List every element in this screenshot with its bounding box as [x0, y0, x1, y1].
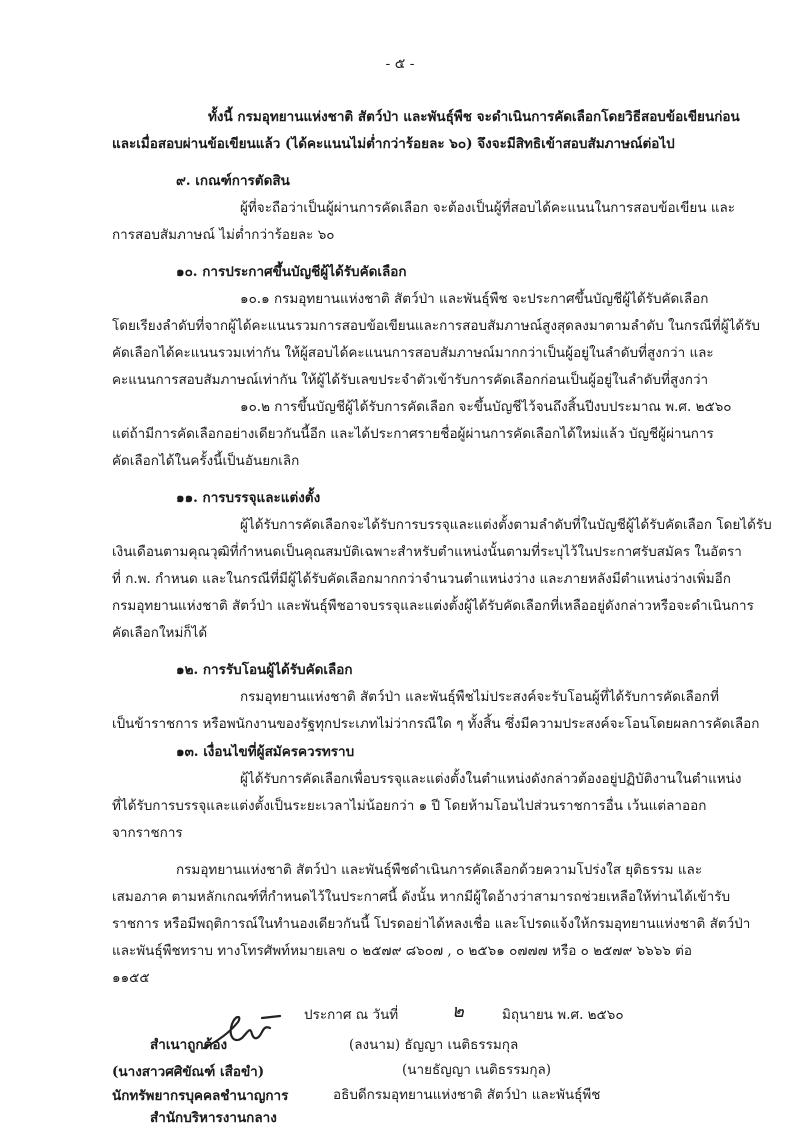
section-10-2-line: ๑๐.๒ การขึ้นบัญชีผู้ได้รับการคัดเลือก จะขึ้นบัญชีไว้จนถึงสิ้นปีงบประมาณ พ.ศ. ๒๕๖๐	[240, 399, 732, 415]
intro-line-1: ทั้งนี้ กรมอุทยานแห่งชาติ สัตว์ป่า และพันธุ์พืช จะดำเนินการคัดเลือกโดยวิธีสอบข้อเขียนก่อน	[208, 109, 740, 125]
section-9-heading: ๙. เกณฑ์การตัดสิน	[176, 173, 290, 189]
closing-line: ราชการ หรือมีพฤติการณ์ในทำนองเดียวกันนี้ โปรดอย่าได้หลงเชื่อ และโปรดแจ้งให้กรมอุทยานแห่งชาติ สัตว์ป่า	[112, 916, 751, 932]
intro-line-2: และเมื่อสอบผ่านข้อเขียนแล้ว (ได้คะแนนไม่ต่ำกว่าร้อยละ ๖๐) จึงจะมีสิทธิเข้าสอบสัมภาษณ์ต่อไป	[112, 136, 675, 152]
section-10-heading: ๑๐. การประกาศขึ้นบัญชีผู้ได้รับคัดเลือก	[176, 264, 407, 280]
section-12-line: กรมอุทยานแห่งชาติ สัตว์ป่า และพันธุ์พืชไม่ประสงค์จะรับโอนผู้ที่ได้รับการคัดเลือกที่	[240, 689, 719, 705]
section-10-2-line: คัดเลือกได้ในครั้งนี้เป็นอันยกเลิก	[112, 453, 300, 469]
section-13-heading: ๑๓. เงื่อนไขที่ผู้สมัครควรทราบ	[176, 744, 355, 760]
closing-line: เสมอภาค ตามหลักเกณฑ์ที่กำหนดไว้ในประกาศนี้ ดังนั้น หากมีผู้ใดอ้างว่าสามารถช่วยเหลือให้ท่านได้เข้ารับ	[112, 889, 731, 905]
section-11-heading: ๑๑. การบรรจุและแต่งตั้ง	[176, 490, 321, 506]
signatory-signed: (ลงนาม) ธัญญา เนติธรรมกุล	[349, 1037, 519, 1053]
section-11-line: กรมอุทยานแห่งชาติ สัตว์ป่า และพันธุ์พืชอาจบรรจุและแต่งตั้งผู้ได้รับคัดเลือกที่เหลืออยู่ดังกล่าวหรือจะดำเนินการ	[112, 598, 754, 614]
section-10-2-line: แต่ถ้ามีการคัดเลือกอย่างเดียวกันนี้อีก และได้ประกาศรายชื่อผู้ผ่านการคัดเลือกได้ใหม่แล้ว บัญชีผู้ผ่านการ	[112, 426, 714, 442]
section-11-line: ที่ ก.พ. กำหนด และในกรณีที่มีผู้ได้รับคัดเลือกมากกว่าจำนวนตำแหน่งว่าง และภายหลังมีตำแหน่งว่างเพิ่มอีก	[112, 571, 731, 587]
certified-position: นักทรัพยากรบุคคลชำนาญการ	[112, 1088, 289, 1104]
section-11-line: ผู้ได้รับการคัดเลือกจะได้รับการบรรจุและแต่งตั้งตามลำดับที่ในบัญชีผู้ได้รับคัดเลือก โดยได้รับ	[240, 517, 772, 533]
section-10-1-line: คะแนนการสอบสัมภาษณ์เท่ากัน ให้ผู้ได้รับเลขประจำตัวเข้ารับการคัดเลือกก่อนเป็นผู้อยู่ในลำดับที่สูงกว่า	[112, 372, 709, 388]
announce-date: มิถุนายน พ.ศ. ๒๕๖๐	[502, 1007, 624, 1023]
closing-line: ๑๑๕๕	[112, 970, 150, 986]
section-9-line: การสอบสัมภาษณ์ ไม่ต่ำกว่าร้อยละ ๖๐	[112, 227, 335, 243]
section-12-heading: ๑๒. การรับโอนผู้ได้รับคัดเลือก	[176, 662, 353, 678]
section-13-line: จากราชการ	[112, 825, 183, 841]
section-10-1-line: โดยเรียงลำดับที่จากผู้ได้คะแนนรวมการสอบข้อเขียนและการสอบสัมภาษณ์สูงสุดลงมาตามลำดับ ในกรณีที่ผู้ได้รับ	[112, 318, 760, 334]
page-number: - ๕ -	[385, 56, 415, 72]
signatory-name: (นายธัญญา เนติธรรมกุล)	[402, 1062, 552, 1078]
handwritten-signature	[200, 1010, 290, 1056]
certified-title: สำเนาถูกต้อง	[150, 1037, 228, 1053]
closing-line: และพันธุ์พืชทราบ ทางโทรศัพท์หมายเลข ๐ ๒๕๗๙ ๘๖๐๗ , ๐ ๒๕๖๑ ๐๗๗๗ หรือ ๐ ๒๕๗๙ ๖๖๖๖ ต่อ	[112, 943, 693, 959]
closing-line: กรมอุทยานแห่งชาติ สัตว์ป่า และพันธุ์พืชดำเนินการคัดเลือกด้วยความโปร่งใส ยุติธรรม และ	[176, 862, 703, 878]
signatory-title: อธิบดีกรมอุทยานแห่งชาติ สัตว์ป่า และพันธุ์พืช	[333, 1087, 601, 1103]
certified-name: (นางสาวศศิขัณฑ์ เสือขำ)	[112, 1064, 265, 1080]
section-11-line: คัดเลือกใหม่ก็ได้	[112, 625, 208, 641]
announce-day: ๒	[452, 1001, 464, 1022]
announce-prefix: ประกาศ ณ วันที่	[304, 1007, 399, 1023]
section-12-line: เป็นข้าราชการ หรือพนักงานของรัฐทุกประเภทไม่ว่ากรณีใด ๆ ทั้งสิ้น ซึ่งมีความประสงค์จะโอนโดยผลการคัดเลือก	[112, 716, 760, 732]
section-13-line: ที่ได้รับการบรรจุและแต่งตั้งเป็นระยะเวลาไม่น้อยกว่า ๑ ปี โดยห้ามโอนไปส่วนราชการอื่น เว้นแต่ลาออก	[112, 798, 707, 814]
section-13-line: ผู้ได้รับการคัดเลือกเพื่อบรรจุและแต่งตั้งในตำแหน่งดังกล่าวต้องอยู่ปฏิบัติงานในตำแหน่ง	[240, 771, 742, 787]
section-10-1-line: ๑๐.๑ กรมอุทยานแห่งชาติ สัตว์ป่า และพันธุ์พืช จะประกาศขึ้นบัญชีผู้ได้รับคัดเลือก	[240, 291, 709, 307]
section-10-1-line: คัดเลือกได้คะแนนรวมเท่ากัน ให้ผู้สอบได้คะแนนการสอบสัมภาษณ์มากกว่าเป็นผู้อยู่ในลำดับที่สูงกว่า และ	[112, 345, 714, 361]
section-9-line: ผู้ที่จะถือว่าเป็นผู้ผ่านการคัดเลือก จะต้องเป็นผู้ที่สอบได้คะแนนในการสอบข้อเขียน และ	[240, 200, 736, 216]
certified-office: สำนักบริหารงานกลาง	[150, 1110, 277, 1126]
section-11-line: เงินเดือนตามคุณวุฒิที่กำหนดเป็นคุณสมบัติเฉพาะสำหรับตำแหน่งนั้นตามที่ระบุไว้ในประกาศรับสมัคร ในอัตรา	[112, 544, 742, 560]
